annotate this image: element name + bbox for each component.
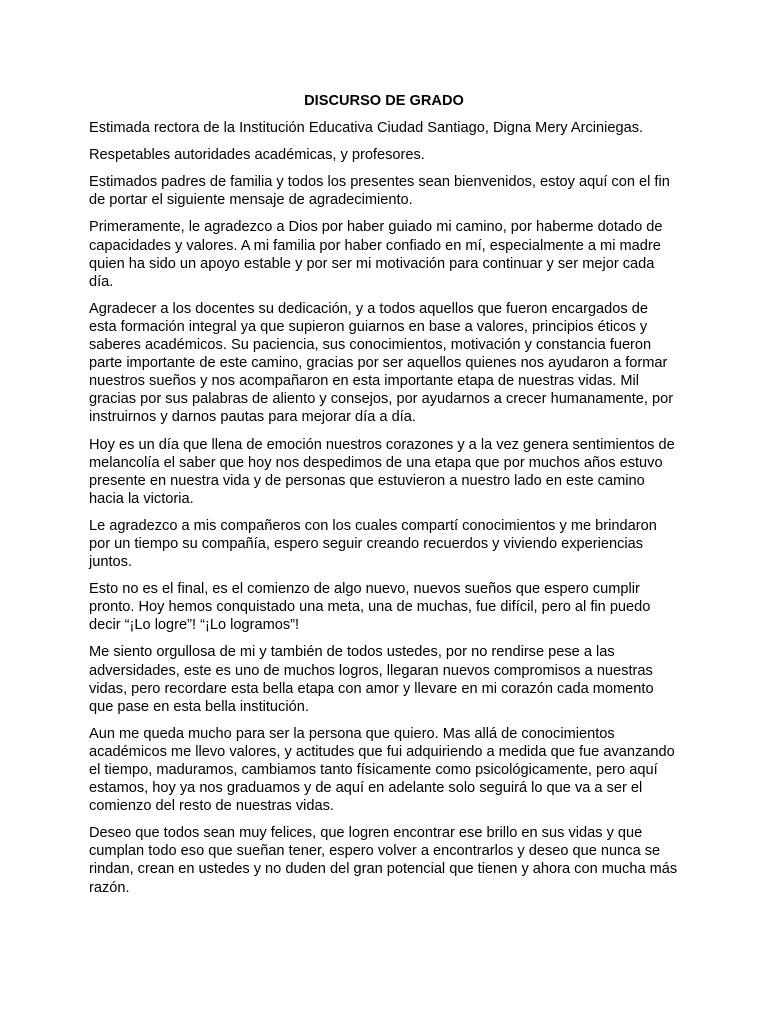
paragraph-thanks-god-family: Primeramente, le agradezco a Dios por haber guiado mi camino, por haberme dotado de capacidades y valores. A mi familia por haber confiado en mí, especialmente a mi madre quien ha sido un apoyo estable y por ser mi motivación para continuar y ser mejor cada día. [89, 219, 663, 290]
paragraph-growth: Aun me queda mucho para ser la persona que quiero. Mas allá de conocimientos académicos me llevo valores, y actitudes que fui adquiriendo a medida que fue avanzando el tiempo, maduramos, cambiamos tanto físicamente como psicológicamente, pero aquí estamos, hoy ya nos graduamos y de aquí en adelante solo seguirá lo que va a ser el comienzo del resto de nuestras vidas. [89, 725, 675, 815]
document-body [89, 92, 679, 906]
paragraph-thanks-teachers: Agradecer a los docentes su dedicación, y a todos aquellos que fueron encargados de esta formación integral ya que supieron guiarnos en base a valores, principios éticos y saberes académicos. Su paciencia, sus conocimientos, motivación y constancia fueron parte importante de este camino, gracias por ser aquellos quienes nos ayudaron a formar nuestros sueños y nos acompañaron en esta importante etapa de nuestras vidas. Mil gracias por sus palabras de aliento y consejos, por ayudarnos a crecer humanamente, por instruirnos y darnos pautas para mejorar día a día. [89, 300, 674, 426]
paragraph-greeting-authorities: Respetables autoridades académicas, y profesores. [89, 147, 425, 164]
paragraph-welcome: Estimados padres de familia y todos los presentes sean bienvenidos, estoy aquí con el fin de portar el siguiente mensaje de agradecimiento. [89, 174, 670, 209]
paragraph-emotion: Hoy es un día que llena de emoción nuestros corazones y a la vez genera sentimientos de melancolía el saber que hoy nos despedimos de una etapa que por muchos años estuvo presente en nuestra vida y de personas que estuvieron a nuestro lado en este camino hacia la victoria. [89, 436, 675, 507]
paragraph-greeting-rector: Estimada rectora de la Institución Educativa Ciudad Santiago, Digna Mery Arciniegas. [89, 120, 644, 137]
paragraph-pride: Me siento orgullosa de mi y también de todos ustedes, por no rendirse pese a las adversidades, este es uno de muchos logros, llegaran nuevos compromisos a nuestras vidas, pero recordare esta bella etapa con amor y llevare en mi corazón cada momento que pase en esta bella institución. [89, 644, 654, 715]
paragraph-new-beginning: Esto no es el final, es el comienzo de algo nuevo, nuevos sueños que espero cumplir pronto. Hoy hemos conquistado una meta, una de muchas, fue difícil, pero al fin puedo decir “¡Lo logre”! “¡Lo logramos”! [89, 581, 651, 634]
document-title: DISCURSO DE GRADO [304, 93, 464, 109]
paragraph-classmates: Le agradezco a mis compañeros con los cuales compartí conocimientos y me brindaron por un tiempo su compañía, espero seguir creando recuerdos y viviendo experiencias juntos. [89, 517, 657, 571]
paragraph-closing-wishes: Deseo que todos sean muy felices, que logren encontrar ese brillo en sus vidas y que cumplan todo eso que sueñan tener, espero volver a encontrarlos y deseo que nunca se rindan, crean en ustedes y no duden del gran potencial que tienen y ahora con mucha más razón. [89, 825, 678, 896]
